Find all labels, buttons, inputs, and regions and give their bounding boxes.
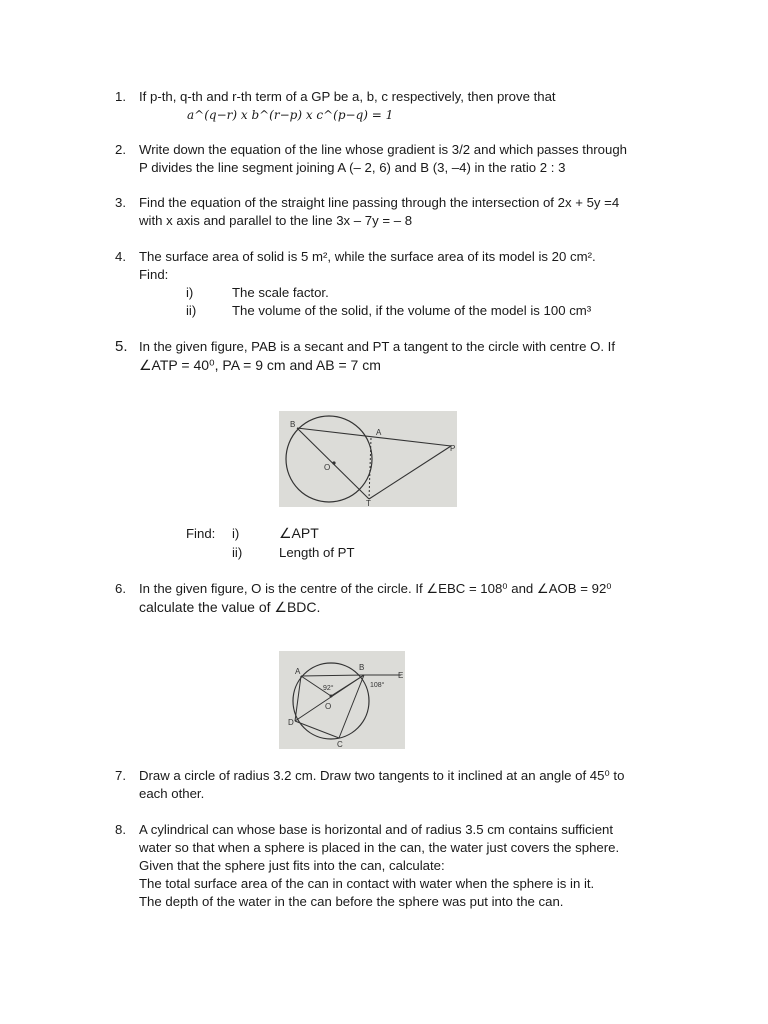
circle [293, 663, 369, 739]
label-o: O [324, 463, 331, 472]
chord-db [295, 675, 364, 721]
question-text-line: Find: [139, 267, 169, 282]
question-text-line: ∠ATP = 40⁰, PA = 9 cm and AB = 7 cm [139, 357, 381, 373]
question-text-line: with x axis and parallel to the line 3x – 7y = – 8 [139, 213, 413, 228]
figure-circle-angles [279, 651, 405, 749]
question-number: 8. [115, 822, 126, 837]
question-text-line: The surface area of solid is 5 m², while the surface area of its model is 20 cm². [139, 249, 596, 264]
find-label: Find: [186, 526, 216, 541]
question-text-line: P divides the line segment joining A (– 2, 6) and B (3, –4) in the ratio 2 : 3 [139, 160, 566, 175]
chord-ab [301, 675, 364, 676]
subpart-text: Length of PT [279, 545, 355, 560]
question-text-line: Find the equation of the straight line passing through the intersection of 2x + 5y =4 [139, 195, 620, 210]
chord-bc [339, 675, 364, 738]
question-text-line: calculate the value of ∠BDC. [139, 599, 321, 615]
figure-svg [279, 651, 405, 749]
question-text-line: Draw a circle of radius 3.2 cm. Draw two tangents to it inclined at an angle of 45⁰ to [139, 768, 625, 783]
question-text-line: each other. [139, 786, 205, 801]
subpart-label: i) [186, 285, 194, 300]
centre-dot [332, 461, 335, 464]
label-a: A [295, 667, 301, 676]
question-text-line: In the given figure, O is the centre of the circle. If ∠EBC = 108⁰ and ∠AOB = 92⁰ [139, 581, 612, 596]
label-b: B [290, 420, 296, 429]
question-text-line: The total surface area of the can in contact with water when the sphere is in it. [139, 876, 595, 891]
chord-dc [295, 721, 339, 738]
subpart-text: The volume of the solid, if the volume of the model is 100 cm³ [232, 303, 592, 318]
centre-dot [330, 695, 333, 698]
question-formula: a^(q−r) x b^(r−p) x c^(p−q) = 1 [187, 108, 394, 122]
question-number: 4. [115, 249, 126, 264]
angle-aob-label: 92° [323, 685, 334, 692]
label-e: E [398, 671, 404, 680]
question-number: 7. [115, 768, 126, 783]
question-number: 5. [115, 338, 128, 355]
question-number: 3. [115, 195, 126, 210]
label-t: T [366, 499, 371, 507]
figure-secant-tangent [279, 411, 457, 507]
question-number: 1. [115, 89, 126, 104]
angle-ebc-label: 108° [370, 682, 385, 689]
question-text-line: In the given figure, PAB is a secant and PT a tangent to the circle with centre O. If [139, 339, 615, 354]
label-o: O [325, 702, 332, 711]
label-p: P [450, 444, 456, 453]
question-text-line: water so that when a sphere is placed in the can, the water just covers the sphere. [139, 840, 620, 855]
tangent-line [369, 446, 451, 499]
label-b: B [359, 663, 365, 672]
question-number: 6. [115, 581, 126, 596]
label-a: A [376, 428, 382, 437]
subpart-text: ∠APT [279, 525, 319, 541]
subpart-text: The scale factor. [232, 285, 329, 300]
question-text-line: Given that the sphere just fits into the can, calculate: [139, 858, 445, 873]
question-text: If p-th, q-th and r-th term of a GP be a, b, c respectively, then prove that [139, 89, 556, 104]
question-text-line: The depth of the water in the can before the sphere was put into the can. [139, 894, 564, 909]
secant-line [297, 428, 451, 446]
subpart-label: ii) [186, 303, 197, 318]
subpart-label: i) [232, 526, 240, 541]
subpart-label: ii) [232, 545, 243, 560]
question-text-line: A cylindrical can whose base is horizontal and of radius 3.5 cm contains sufficient [139, 822, 614, 837]
question-number: 2. [115, 142, 126, 157]
figure-svg [279, 411, 457, 507]
label-d: D [288, 718, 294, 727]
label-c: C [337, 740, 343, 749]
question-text-line: Write down the equation of the line whose gradient is 3/2 and which passes through [139, 142, 628, 157]
